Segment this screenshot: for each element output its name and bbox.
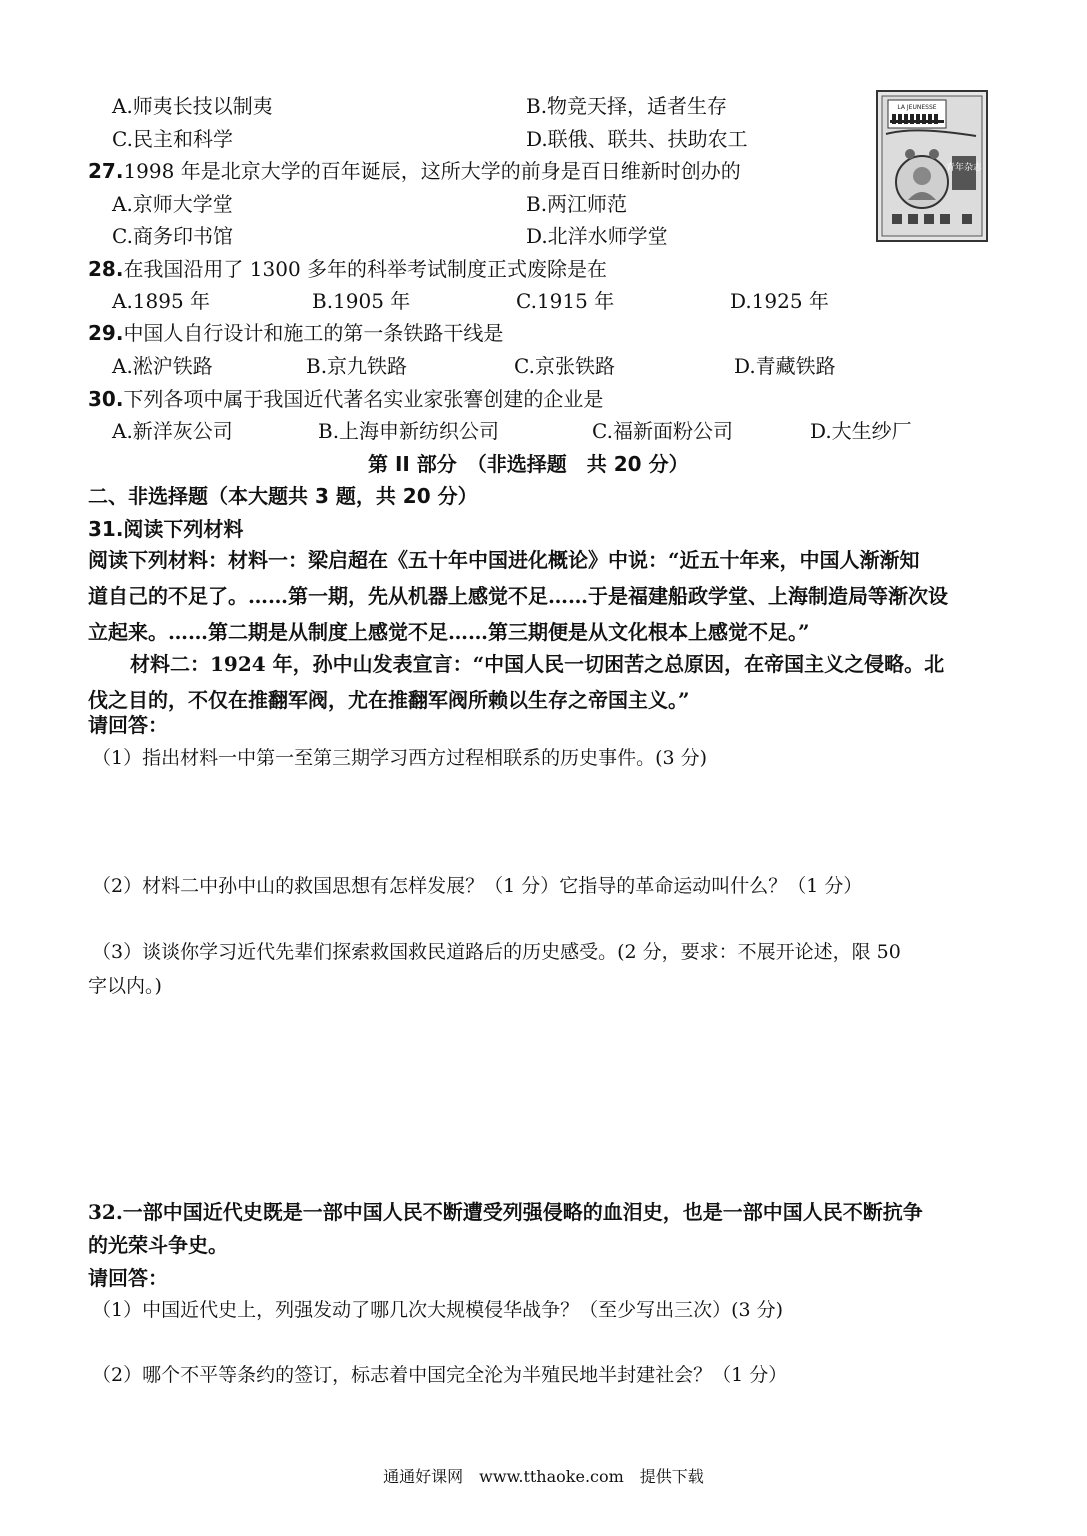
q31-title: 31.阅读下列材料 [88, 517, 244, 541]
q26-option-a: A.师夷长技以制夷 [112, 94, 273, 118]
q31-material1-line: 立起来。……第二期是从制度上感觉不足……第三期便是从文化根本上感觉不足。” [88, 620, 810, 644]
q32-answer-prompt: 请回答： [88, 1266, 168, 1290]
q26-option-d: D.联俄、联共、扶助农工 [526, 127, 748, 151]
q31-sub2: （2）材料二中孙中山的救国思想有怎样发展？（1 分）它指导的革命运动叫什么？（1 分） [92, 875, 863, 897]
cover-banner-text: LA JEUNESSE [897, 104, 937, 111]
cover-portrait-head [913, 167, 931, 185]
q29-option-b: B.京九铁路 [306, 354, 408, 378]
q28-stem-text: 在我国沿用了 1300 多年的科举考试制度正式废除是在 [123, 257, 608, 281]
q30-option-c: C.福新面粉公司 [592, 419, 733, 443]
q28-option-a: A.1895 年 [112, 289, 211, 313]
q27-option-a: A.京师大学堂 [112, 192, 233, 216]
q31-material2 [88, 646, 944, 718]
q30-option-a: A.新洋灰公司 [112, 419, 233, 443]
q27-number: 27. [88, 159, 124, 183]
magazine-cover-image [876, 90, 988, 242]
q32-sub1: （1）中国近代史上，列强发动了哪几次大规模侵华战争？（至少写出三次）(3 分) [92, 1299, 784, 1321]
q28-option-b: B.1905 年 [312, 289, 411, 313]
q32-sub2: （2）哪个不平等条约的签订，标志着中国完全沦为半殖民地半封建社会？（1 分） [92, 1364, 788, 1386]
q27-stem-text: 1998 年是北京大学的百年诞辰，这所大学的前身是百日维新时创办的 [123, 159, 741, 183]
q32-stem-line2: 的光荣斗争史。 [88, 1233, 228, 1257]
q28-option-d: D.1925 年 [730, 289, 829, 313]
q30-option-d: D.大生纱厂 [810, 419, 912, 443]
q28-stem [88, 257, 607, 281]
q31-material1-line: 阅读下列材料：材料一：梁启超在《五十年中国进化概论》中说：“近五十年来，中国人渐渐知 [88, 548, 920, 572]
q29-stem-text: 中国人自行设计和施工的第一条铁路干线是 [123, 321, 504, 345]
page-footer: 通通好课网 www.tthaoke.com 提供下载 [383, 1467, 704, 1486]
q30-option-b: B.上海申新纺织公司 [318, 419, 500, 443]
q31-material1 [88, 542, 948, 650]
q26-option-b: B.物竞天择，适者生存 [526, 94, 728, 118]
magazine-cover-graphic [878, 92, 986, 240]
q29-option-d: D.青藏铁路 [734, 354, 836, 378]
q29-number: 29. [88, 321, 124, 345]
q26-option-c: C.民主和科学 [112, 127, 233, 151]
section2-title: 二、非选择题（本大题共 3 题，共 20 分） [88, 484, 478, 508]
q30-number: 30. [88, 387, 124, 411]
q29-option-a: A.淞沪铁路 [112, 354, 213, 378]
part2-header: 第 II 部分 （非选择题 共 20 分） [368, 452, 689, 476]
q29-option-c: C.京张铁路 [514, 354, 615, 378]
q31-sub3-line2: 字以内。) [88, 975, 162, 997]
q28-number: 28. [88, 257, 124, 281]
q31-material2-line: 材料二：1924 年，孙中山发表宣言：“中国人民一切困苦之总原因，在帝国主义之侵略。北 [130, 652, 945, 676]
q27-option-d: D.北洋水师学堂 [526, 224, 668, 248]
q27-stem [88, 159, 741, 183]
q31-answer-prompt: 请回答： [88, 713, 168, 737]
q27-option-c: C.商务印书馆 [112, 224, 233, 248]
q31-material2-line: 伐之目的，不仅在推翻军阀，尤在推翻军阀所赖以生存之帝国主义。” [88, 688, 690, 712]
q29-stem [88, 321, 503, 345]
q30-stem-text: 下列各项中属于我国近代著名实业家张謇创建的企业是 [123, 387, 604, 411]
q27-option-b: B.两江师范 [526, 192, 628, 216]
q28-option-c: C.1915 年 [516, 289, 615, 313]
cover-title-text: 青年杂志 [945, 163, 983, 173]
q31-material1-line: 道自己的不足了。……第一期，先从机器上感觉不足……于是福建船政学堂、上海制造局等渐次设 [88, 584, 948, 608]
q30-stem [88, 387, 603, 411]
q31-sub3-line1: （3）谈谈你学习近代先辈们探索救国救民道路后的历史感受。(2 分，要求：不展开论述，限 50 [92, 941, 901, 963]
q32-stem-line1: 32.一部中国近代史既是一部中国人民不断遭受列强侵略的血泪史，也是一部中国人民不断抗争 [88, 1200, 923, 1224]
cover-figures [890, 114, 944, 124]
q31-sub1: （1）指出材料一中第一至第三期学习西方过程相联系的历史事件。(3 分) [92, 747, 708, 769]
